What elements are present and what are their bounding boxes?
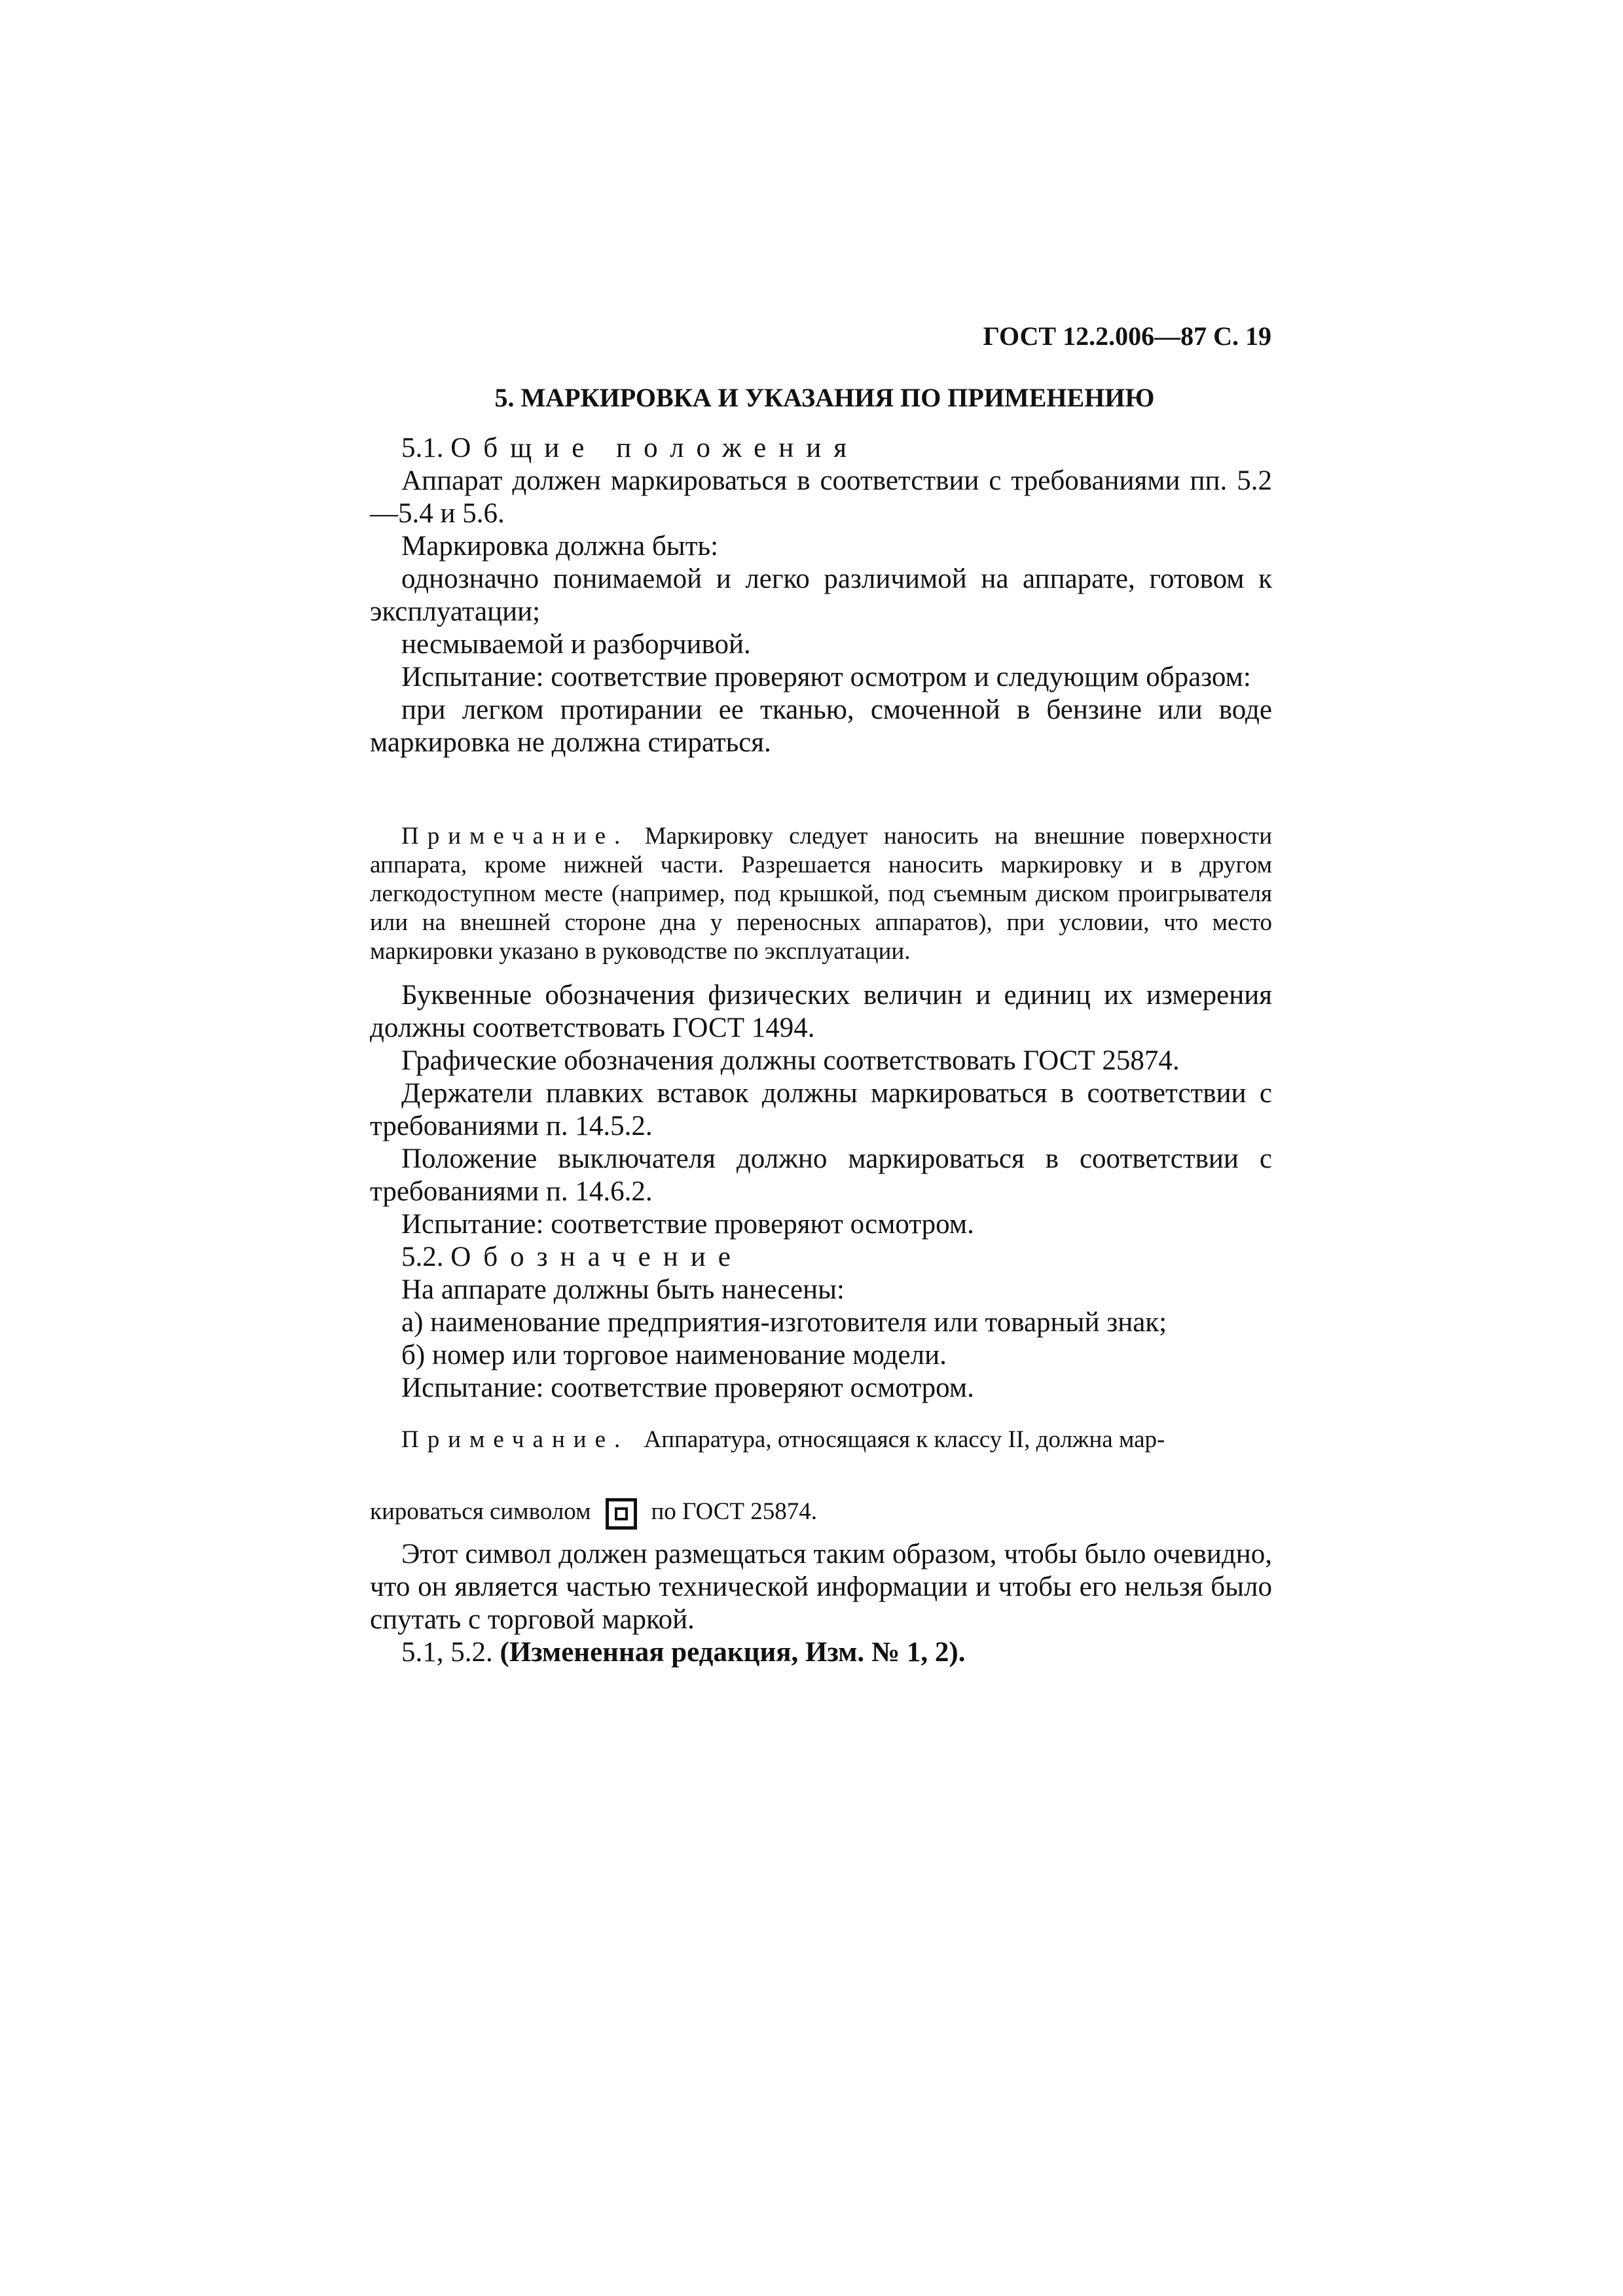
- paragraph: Испытание: соответствие проверяют осмотром.: [401, 1209, 974, 1240]
- note-text: по ГОСТ 25874.: [651, 1498, 817, 1525]
- paragraph: Испытание: соответствие проверяют осмотром.: [401, 1372, 974, 1403]
- subsection-number: 5.1.: [401, 433, 444, 463]
- paragraph: Положение выключателя должно маркироваться в соответствии с требованиями п. 14.6.2.: [370, 1143, 1272, 1207]
- note-paragraph: [370, 822, 1272, 966]
- class-ii-double-square-icon: [606, 1498, 637, 1530]
- closing-block: [370, 1538, 1272, 1669]
- amendment-ref: 5.1, 5.2.: [401, 1637, 493, 1668]
- note-text: Аппаратура, относящаяся к классу II, должна мар-: [644, 1426, 1165, 1453]
- amendment-text: (Измененная редакция, Изм. № 1, 2).: [500, 1637, 966, 1668]
- amendment-note: [370, 1636, 1272, 1669]
- section-5-1: [370, 432, 1272, 759]
- subsection-title: Общие положения: [450, 433, 860, 463]
- paragraph: Буквенные обозначения физических величин и единиц их измерения должны соответствовать ГОСТ 1494.: [370, 980, 1272, 1043]
- paragraph: Этот символ должен размещаться таким образом, чтобы было очевидно, что он является частью технической информации и чтобы его нельзя было спутать с торговой маркой.: [370, 1539, 1272, 1635]
- paragraph: Аппарат должен маркироваться в соответствии с требованиями пп. 5.2—5.4 и 5.6.: [370, 465, 1272, 529]
- paragraph: На аппарате должны быть нанесены:: [401, 1274, 845, 1305]
- note-label: Примечание.: [401, 1426, 629, 1453]
- subsection-number: 5.2.: [401, 1242, 444, 1272]
- list-item: а) наименование предприятия-изготовителя или товарный знак;: [401, 1307, 1167, 1338]
- section-title: 5. МАРКИРОВКА И УКАЗАНИЯ ПО ПРИМЕНЕНИЮ: [494, 383, 1155, 412]
- paragraph: Держатели плавких вставок должны маркироваться в соответствии с требованиями п. 14.5.2.: [370, 1078, 1272, 1141]
- note-label: Примечание.: [401, 823, 629, 850]
- note-text: кироваться символом: [370, 1498, 591, 1525]
- paragraph: Испытание: соответствие проверяют осмотром и следующим образом:: [401, 662, 1251, 692]
- subsection-title: Обозначение: [450, 1242, 743, 1272]
- section-5-1-continued: [370, 979, 1272, 1405]
- page-header: ГОСТ 12.2.006—87 С. 19: [983, 321, 1271, 351]
- note-text: Маркировку следует наносить на внешние поверхности аппарата, кроме нижней части. Разрешается наносить маркировку и в другом легкодоступном месте (например, под крышкой, под съемным диском проигрывателя или на внешней стороне дна у переносных аппаратов), при условии, что место маркировки указано в руководстве по эксплуатации.: [370, 823, 1273, 965]
- paragraph: несмываемой и разборчивой.: [401, 629, 751, 660]
- paragraph: Графические обозначения должны соответствовать ГОСТ 25874.: [401, 1045, 1180, 1076]
- note-1: [370, 822, 1272, 966]
- subsection-heading-5-1: [370, 432, 1272, 465]
- paragraph: однозначно понимаемой и легко различимой на аппарате, готовом к эксплуатации;: [370, 564, 1272, 627]
- subsection-heading-5-2: [370, 1241, 1272, 1274]
- list-item: б) номер или торговое наименование модели.: [401, 1340, 947, 1371]
- paragraph: Маркировка должна быть:: [401, 531, 719, 562]
- note-paragraph: [370, 1498, 1272, 1530]
- note-paragraph: [370, 1426, 1272, 1454]
- note-2: [370, 1426, 1272, 1530]
- paragraph: при легком протирании ее тканью, смоченной в бензине или воде маркировка не должна стираться.: [370, 694, 1272, 758]
